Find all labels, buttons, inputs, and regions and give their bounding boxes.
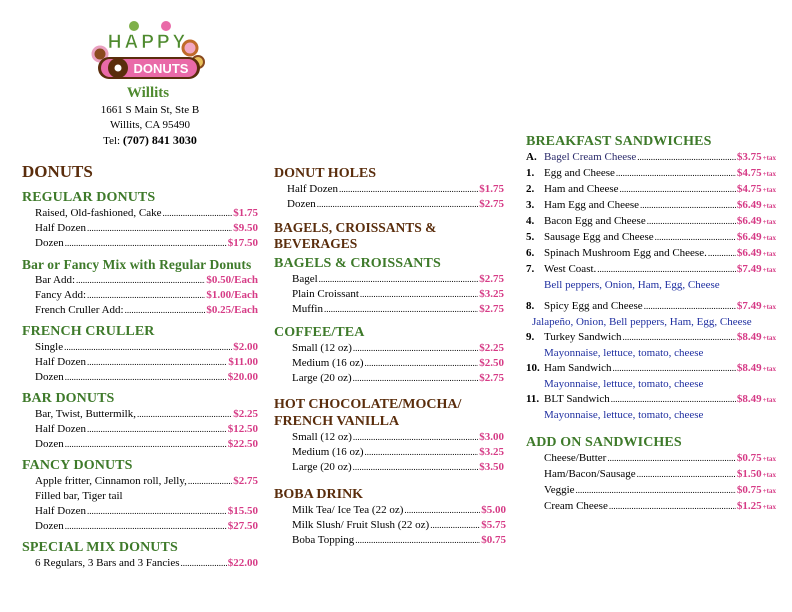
menu-item: Plain Croissant ..... $3.25 [292,287,504,302]
item-price: $6.49 [736,231,762,243]
item-number: 2. [526,183,535,195]
column-beverages [274,166,518,548]
item-number: 7. [526,263,535,275]
add-on-item [544,467,776,483]
item-number: 4. [526,215,535,227]
menu-item: Half Dozen ..... $11.00 [35,355,258,370]
regular-donuts-list [22,206,258,251]
menu-item: Half Dozen ..... $9.50 [35,221,258,236]
menu-item: Muffin ..... $2.75 [292,302,504,317]
item-ingredients: Bell peppers, Onion, Ham, Egg, Cheese [544,279,720,291]
phone-number: (707) 841 3030 [122,133,197,147]
item-label: Turkey Sandwich [544,331,622,343]
item-price: $8.49 [736,331,762,343]
breakfast-item [526,150,776,166]
french-cruller-heading: FRENCH CRULLER [22,324,155,339]
menu-item: Dozen ..... $2.75 [287,197,504,212]
item-price: $8.49 [736,362,762,374]
french-cruller-list [22,340,258,385]
item-ingredients: Mayonnaise, lettuce, tomato, cheese [544,347,704,359]
item-label: Cream Cheese [544,500,608,512]
item-label: Bacon Egg and Cheese [544,215,646,227]
menu-item: Dozen ..... $27.50 [35,519,258,534]
fancy-donuts-heading: FANCY DONUTS [22,458,133,473]
item-number: A. [526,151,537,163]
breakfast-item [526,246,776,262]
item-price: $1.50 [736,468,762,480]
menu-item: French Cruller Add: ..... $0.25/Each [35,303,258,318]
fancy-donuts-list [22,474,258,534]
bar-fancy-mix-heading: Bar or Fancy Mix with Regular Donuts [22,257,252,272]
bagels-croissants-list [274,272,518,317]
item-price: $6.49 [736,215,762,227]
tax-note: +tax [762,396,776,404]
breakfast-item [526,166,776,182]
donut-logo-art [86,18,210,110]
tax-note: +tax [762,154,776,162]
item-ingredients: Jalapeño, Onion, Bell peppers, Ham, Egg, Cheese [532,316,752,328]
bar-donuts-heading: BAR DONUTS [22,391,115,406]
breakfast-item [526,182,776,198]
item-number: 6. [526,247,535,259]
donut-holes-heading: DONUT HOLES [274,166,377,181]
column-donuts [22,162,258,571]
boba-drink-heading: BOBA DRINK [274,487,364,502]
item-number: 3. [526,199,535,211]
menu-item: Small (12 oz) ..... $3.00 [292,430,504,445]
tax-note: +tax [762,234,776,242]
tax-note: +tax [762,303,776,311]
item-number: 11. [526,393,540,405]
menu-item: Dozen ..... $17.50 [35,236,258,251]
breakfast-sandwiches-heading: BREAKFAST SANDWICHES [526,134,712,149]
menu-item: Dozen ..... $20.00 [35,370,258,385]
breakfast-item [526,330,776,346]
breakfast-item [526,361,776,377]
coffee-tea-list [274,341,518,386]
address-line-2: Willits, CA 95490 [110,119,190,131]
menu-item: Half Dozen ..... $12.50 [35,422,258,437]
tax-note: +tax [762,334,776,342]
item-label: Veggie [544,484,575,496]
logo [86,18,210,110]
tax-note: +tax [762,266,776,274]
item-price: $0.75 [736,484,762,496]
item-price: $8.49 [736,393,762,405]
menu-item: Bar Add: ..... $0.50/Each [35,273,258,288]
menu-item: Small (12 oz) ..... $2.25 [292,341,504,356]
bagels-croissants-heading: BAGELS & CROISSANTS [274,256,441,271]
tax-note: +tax [762,186,776,194]
breakfast-item [526,230,776,246]
menu-item: Dozen ..... $22.50 [35,437,258,452]
menu-item: Half Dozen ..... $1.75 [287,182,504,197]
store-address [70,103,230,149]
hot-chocolate-list [274,430,518,475]
tax-note: +tax [762,471,776,479]
item-price: $1.25 [736,500,762,512]
item-label: Ham/Bacon/Sausage [544,468,636,480]
address-line-1: 1661 S Main St, Ste B [100,104,200,116]
add-on-item [544,483,776,499]
item-label: Sausage Egg and Cheese [544,231,654,243]
breakfast-item [526,198,776,214]
tax-note: +tax [762,250,776,258]
tax-note: +tax [762,487,776,495]
bar-donuts-list [22,407,258,452]
column-breakfast [526,134,784,515]
bagels-beverages-heading: BAGELS, CROISSANTS & BEVERAGES [274,220,437,251]
menu-item: Large (20 oz) ..... $2.75 [292,371,504,386]
special-mix-heading: SPECIAL MIX DONUTS [22,540,178,555]
item-ingredients: Mayonnaise, lettuce, tomato, cheese [544,378,704,390]
item-price: $7.49 [736,300,762,312]
item-number: 10. [526,362,540,374]
tax-note: +tax [762,503,776,511]
add-on-item [544,451,776,467]
donut-holes-list [274,182,518,212]
breakfast-sandwiches-list [526,150,784,423]
menu-item: Medium (16 oz) ..... $3.25 [292,445,504,460]
regular-donuts-heading: REGULAR DONUTS [22,190,156,205]
fancy-donuts-note: Filled bar, Tiger tail [35,490,123,502]
menu-item: Apple fritter, Cinnamon roll, Jelly, ..... $2.75 [35,474,258,489]
item-label: Spicy Egg and Cheese [544,300,643,312]
tax-note: +tax [762,202,776,210]
item-label: Cheese/Butter [544,452,607,464]
menu-item: Bar, Twist, Buttermilk, ..... $2.25 [35,407,258,422]
tax-note: +tax [762,170,776,178]
item-price: $4.75 [736,183,762,195]
item-label: Spinach Mushroom Egg and Cheese. [544,247,707,259]
item-label: BLT Sandwich [544,393,610,405]
tax-note: +tax [762,365,776,373]
item-label: Ham Egg and Cheese [544,199,639,211]
logo-willits-text: Willits [126,85,170,101]
item-price: $7.49 [736,263,762,275]
add-on-heading: ADD ON SANDWICHES [526,435,682,450]
item-label: Bagel Cream Cheese [544,151,637,163]
hot-chocolate-heading-line-2: FRENCH VANILLA [274,414,400,429]
breakfast-item [526,392,776,408]
item-label: Egg and Cheese [544,167,615,179]
item-label: West Coast. [544,263,597,275]
menu-item: Boba Topping ..... $0.75 [292,533,506,548]
menu-item: Fancy Add: ..... $1.00/Each [35,288,258,303]
menu-item: Medium (16 oz) ..... $2.50 [292,356,504,371]
menu-item: 6 Regulars, 3 Bars and 3 Fancies ..... $22.00 [35,556,258,571]
item-price: $6.49 [736,199,762,211]
menu-item: Large (20 oz) ..... $3.50 [292,460,504,475]
logo-donuts-text: DONUTS [133,61,189,76]
phone-label: Tel: [103,135,123,147]
item-price: $0.75 [736,452,762,464]
menu-item: Raised, Old-fashioned, Cake ..... $1.75 [35,206,258,221]
bar-fancy-mix-list [22,273,258,318]
coffee-tea-heading: COFFEE/TEA [274,325,365,340]
breakfast-item [526,299,776,315]
menu-item: Milk Slush/ Fruit Slush (22 oz) ..... $5.75 [292,518,506,533]
special-mix-list [22,556,258,571]
hot-chocolate-heading-line-1: HOT CHOCOLATE/MOCHA/ [274,397,462,412]
menu-item: Bagel ..... $2.75 [292,272,504,287]
breakfast-item [526,214,776,230]
item-price: $4.75 [736,167,762,179]
phone-line [70,133,230,149]
breakfast-item [526,262,776,278]
item-label: Ham Sandwich [544,362,612,374]
item-ingredients: Mayonnaise, lettuce, tomato, cheese [544,409,704,421]
item-price: $3.75 [736,151,762,163]
boba-drink-list [274,503,518,548]
tax-note: +tax [762,455,776,463]
menu-item: Single ..... $2.00 [35,340,258,355]
donuts-heading: DONUTS [22,162,93,181]
item-number: 5. [526,231,535,243]
item-number: 8. [526,300,535,312]
menu-item: Milk Tea/ Ice Tea (22 oz) ..... $5.00 [292,503,506,518]
item-number: 9. [526,331,535,343]
menu-item: Half Dozen ..... $15.50 [35,504,258,519]
logo-happy-text: HAPPY [107,32,189,53]
add-on-item [544,499,776,515]
item-price: $6.49 [736,247,762,259]
tax-note: +tax [762,218,776,226]
item-label: Ham and Cheese [544,183,619,195]
add-on-list [526,451,784,515]
hot-chocolate-heading [274,396,518,430]
item-number: 1. [526,167,535,179]
